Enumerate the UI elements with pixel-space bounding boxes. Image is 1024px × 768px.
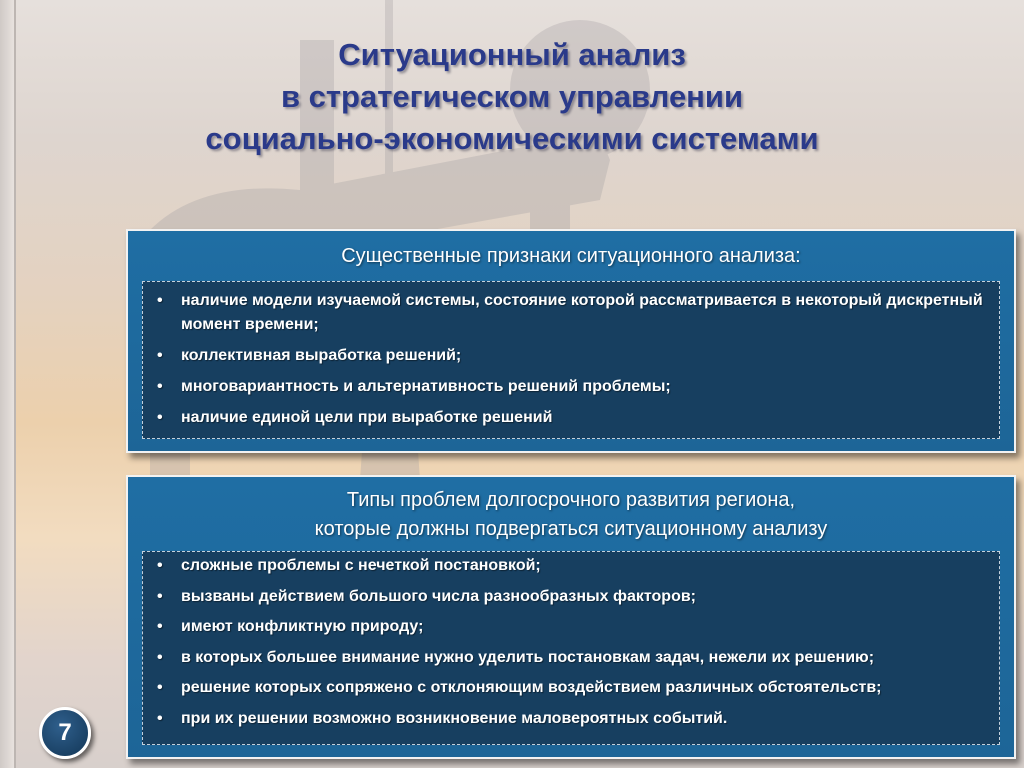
problem-types-heading — [128, 486, 1014, 544]
list-item — [143, 676, 999, 700]
bullet-icon: • — [157, 709, 163, 727]
list-item-text: решение которых сопряжено с отклоняющим воздействием различных обстоятельств; — [181, 679, 882, 696]
features-list-box — [142, 281, 1000, 439]
bullet-icon: • — [157, 679, 163, 696]
bullet-icon: • — [157, 378, 163, 395]
bullet-icon: • — [157, 618, 163, 635]
list-item-text: наличие модели изучаемой системы, состояние которой рассматривается в некоторый дискретный момент времени; — [181, 292, 983, 333]
problem-types-heading-line-1: Типы проблем долгосрочного развития региона, — [346, 489, 796, 511]
list-item — [143, 707, 999, 731]
list-item — [143, 646, 999, 670]
problem-types-list — [143, 552, 999, 731]
list-item-text: при их решении возможно возникновение маловероятных событий. — [181, 709, 728, 727]
bullet-icon: • — [157, 557, 163, 574]
list-item — [143, 554, 999, 578]
list-item-text: вызваны действием большого числа разнообразных факторов; — [181, 587, 697, 605]
list-item — [143, 289, 999, 337]
problem-types-heading-line-2: которые должны подвергаться ситуационному анализу — [314, 518, 828, 540]
title-line-3: социально-экономическими системами — [205, 121, 819, 156]
problem-types-list-box — [142, 551, 1000, 745]
list-item-text: в которых большее внимание нужно уделить постановкам задач, нежели их решению; — [181, 648, 875, 666]
bullet-icon: • — [157, 409, 163, 426]
bullet-icon: • — [157, 347, 163, 364]
bullet-icon: • — [157, 292, 163, 309]
bullet-icon: • — [157, 648, 163, 666]
title-line-1: Ситуационный анализ — [338, 37, 686, 72]
bullet-icon: • — [157, 587, 163, 605]
page-number-badge: 7 — [39, 707, 91, 759]
title-line-2: в стратегическом управлении — [280, 79, 744, 114]
list-item-text: имеют конфликтную природу; — [181, 618, 424, 635]
list-item — [143, 585, 999, 609]
problem-types-panel — [126, 475, 1016, 759]
list-item-text: коллективная выработка решений; — [181, 347, 462, 364]
features-heading: Существенные признаки ситуационного анализа: — [341, 245, 801, 267]
list-item-text: сложные проблемы с нечеткой постановкой; — [181, 557, 541, 574]
slide-title — [0, 34, 1024, 160]
features-list — [143, 282, 999, 430]
list-item — [143, 615, 999, 639]
list-item — [143, 406, 999, 430]
features-panel — [126, 229, 1016, 453]
list-item — [143, 375, 999, 399]
list-item-text: наличие единой цели при выработке решений — [181, 409, 553, 426]
list-item-text: многовариантность и альтернативность решений проблемы; — [181, 378, 671, 395]
list-item — [143, 344, 999, 368]
